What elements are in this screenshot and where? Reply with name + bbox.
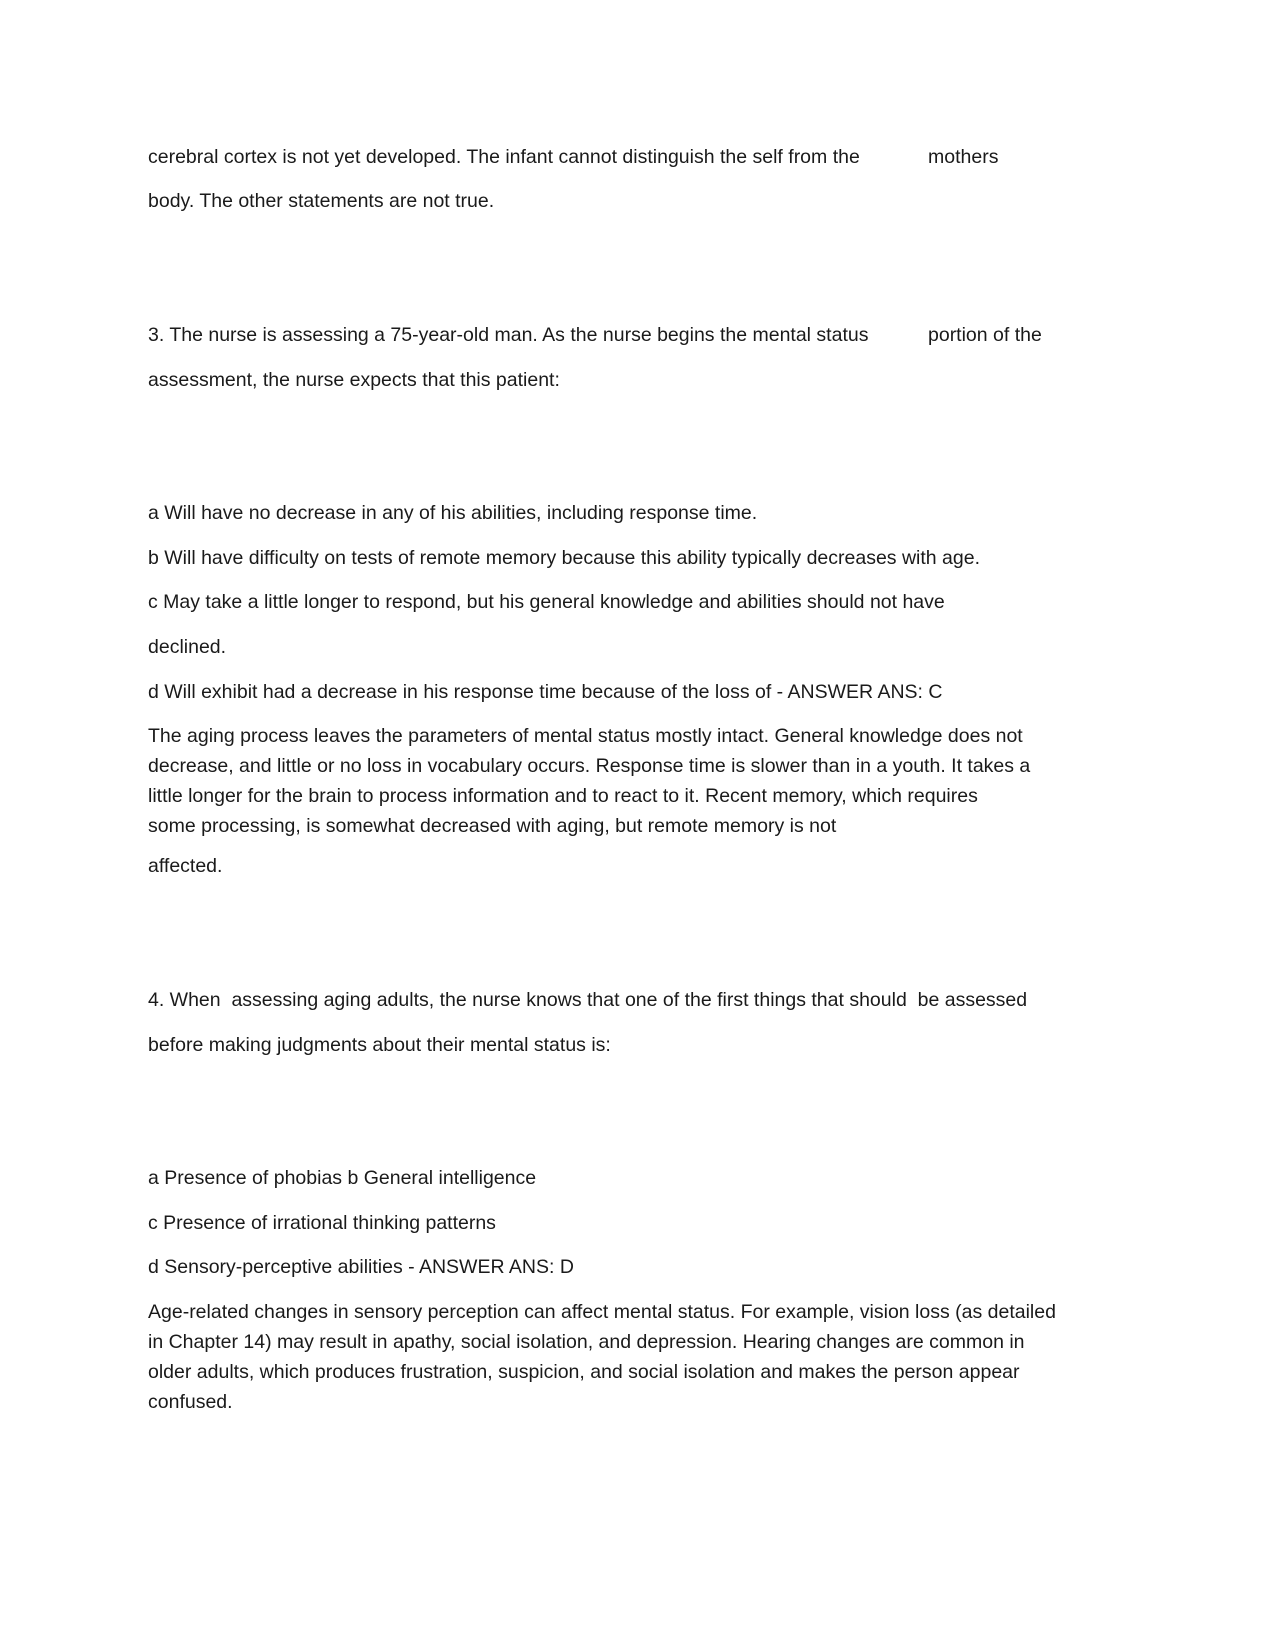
q3-option-a: a Will have no decrease in any of his abilities, including response time.	[148, 502, 758, 524]
q3-rationale-tail: affected.	[148, 855, 223, 877]
q3-option-c-line2: declined.	[148, 636, 227, 658]
q4-option-d-answer: d Sensory-perceptive abilities - ANSWER ANS: D	[148, 1256, 574, 1278]
q3-rationale	[148, 721, 1128, 841]
q3-stem-line2: assessment, the nurse expects that this patient:	[148, 369, 560, 391]
q4-stem-line2: before making judgments about their mental status is:	[148, 1034, 611, 1056]
prev-explanation-line1: cerebral cortex is not yet developed. The infant cannot distinguish the self from the	[148, 146, 860, 168]
q3-option-d-answer: d Will exhibit had a decrease in his response time because of the loss of - ANSWER ANS: C	[148, 681, 943, 703]
q3-rationale-line: little longer for the brain to process information and to react to it. Recent memory, which requires	[148, 785, 978, 807]
q4-rationale-line: in Chapter 14) may result in apathy, social isolation, and depression. Hearing changes are common in	[148, 1331, 1025, 1353]
prev-explanation-line2: body. The other statements are not true.	[148, 190, 495, 212]
q4-rationale-line: confused.	[148, 1391, 233, 1413]
q4-option-ab: a Presence of phobias b General intelligence	[148, 1167, 537, 1189]
q3-option-c-line1: c May take a little longer to respond, but his general knowledge and abilities should not have	[148, 591, 945, 613]
q4-rationale-line: older adults, which produces frustration, suspicion, and social isolation and makes the person appear	[148, 1361, 1020, 1383]
q3-rationale-line: some processing, is somewhat decreased with aging, but remote memory is not	[148, 815, 837, 837]
q4-option-c: c Presence of irrational thinking patterns	[148, 1212, 496, 1234]
q4-stem-line1: 4. When assessing aging adults, the nurse knows that one of the first things that should be assessed	[148, 989, 1028, 1011]
q3-stem-line1: 3. The nurse is assessing a 75-year-old man. As the nurse begins the mental status	[148, 324, 869, 346]
q4-rationale-line: Age-related changes in sensory perception can affect mental status. For example, vision loss (as detailed	[148, 1301, 1056, 1323]
q3-rationale-line: The aging process leaves the parameters of mental status mostly intact. General knowledge does not	[148, 725, 1023, 747]
q3-rationale-line: decrease, and little or no loss in vocabulary occurs. Response time is slower than in a youth. It takes a	[148, 755, 1031, 777]
prev-explanation-line1-right: mothers	[928, 146, 999, 168]
q3-option-b: b Will have difficulty on tests of remote memory because this ability typically decreases with age.	[148, 547, 981, 569]
q4-rationale	[148, 1297, 1128, 1417]
q3-stem-line1-right: portion of the	[928, 324, 1042, 346]
